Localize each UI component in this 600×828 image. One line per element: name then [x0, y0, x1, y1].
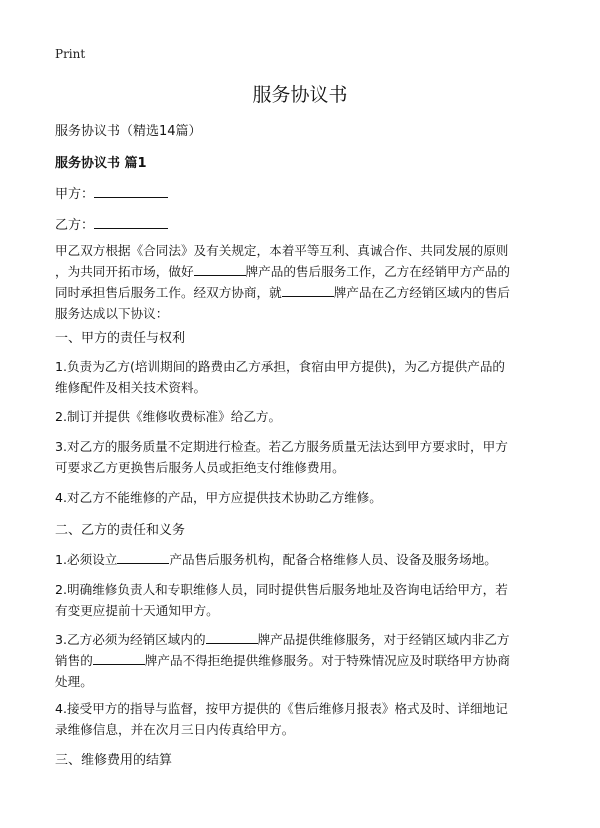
party-b-blank [94, 215, 168, 229]
clause: 4.接受甲方的指导与监督，按甲方提供的《售后维修月报表》格式及时、详细地记 录维修信息，并在次月三日内传真给甲方。 [55, 701, 508, 737]
clause: 1.负责为乙方(培训期间的路费由乙方承担，食宿由甲方提供)，为乙方提供产品的 维修配件及相关技术资料。 [55, 359, 506, 395]
document-subtitle: 服务协议书（精选14篇） [55, 124, 202, 139]
brand-blank [194, 262, 246, 276]
section-heading: 一、甲方的责任与权利 [55, 331, 186, 346]
intro-line: 同时承担售后服务工作。经双方协商，就 牌产品在乙方经销区域内的售后 [55, 285, 510, 300]
print-link[interactable]: Print [55, 47, 86, 61]
party-a-line [55, 183, 168, 202]
clause: 1.必须设立 产品售后服务机构，配备合格维修人员、设备及服务场地。 [55, 552, 497, 567]
party-b-label: 乙方： [55, 218, 95, 233]
intro-line: 甲乙双方根据《合同法》及有关规定，本着平等互利、真诚合作、共同发展的原则 [55, 243, 509, 258]
clause: 2.明确维修负责人和专职维修人员，同时提供售后服务地址及咨询电话给甲方，若 有变更应提前十天通知甲方。 [55, 582, 508, 618]
clause: 4.对乙方不能维修的产品，甲方应提供技术协助乙方维修。 [55, 490, 382, 505]
party-b-line [55, 214, 168, 233]
party-a-blank [94, 184, 168, 198]
party-a-label: 甲方： [55, 187, 95, 202]
intro-line: 服务达成以下协议： [55, 306, 169, 321]
section-heading: 二、乙方的责任和义务 [55, 523, 186, 538]
brand-blank [282, 283, 334, 297]
document-title: 服务协议书 [252, 84, 348, 106]
section-heading: 三、维修费用的结算 [55, 753, 173, 768]
intro-paragraph [55, 240, 550, 324]
clause: 3.对乙方的服务质量不定期进行检查。若乙方服务质量无法达到甲方要求时，甲方 可要求乙方更换售后服务人员或拒绝支付维修费用。 [55, 439, 508, 475]
blank-line [206, 630, 258, 644]
clause: 3.乙方必须为经销区域内的 牌产品提供维修服务，对于经销区域内非乙方 销售的 牌产品不得拒绝提供维修服务。对于特殊情况应及时联络甲方协商 处理。 [55, 632, 510, 689]
chapter-heading: 服务协议书 篇1 [55, 156, 147, 171]
clause: 2.制订并提供《维修收费标准》给乙方。 [55, 409, 282, 424]
blank-line [117, 550, 169, 564]
intro-line: ，为共同开拓市场，做好 牌产品的售后服务工作，乙方在经销甲方产品的 [55, 264, 510, 279]
blank-line [93, 651, 145, 665]
